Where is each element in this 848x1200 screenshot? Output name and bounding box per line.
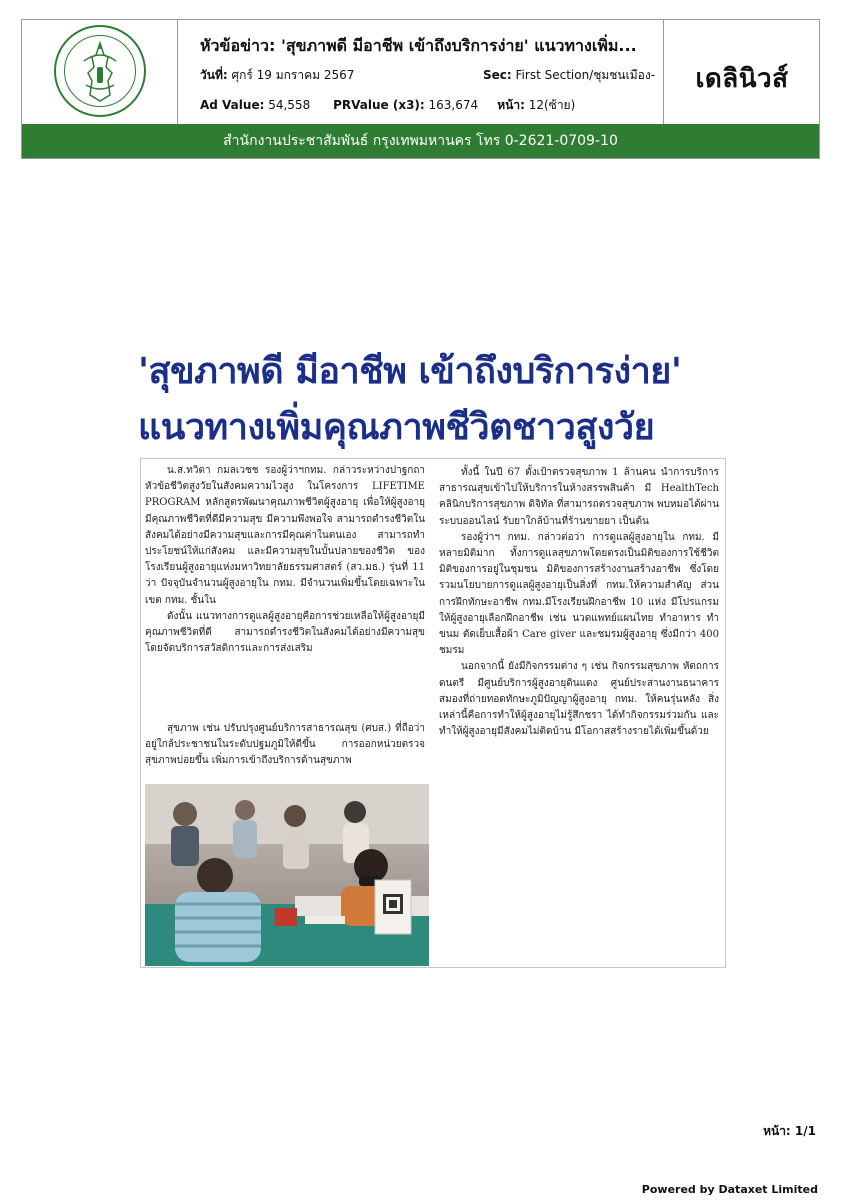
article-title-line2: แนวทางเพิ่มคุณภาพชีวิตชาวสูงวัย (138, 407, 655, 448)
left-paragraph-2: ดังนั้น แนวทางการดูแลผู้สูงอายุคือการช่วยเหลือให้ผู้สูงอายุมีคุณภาพชีวิตที่ดี สามารถดำรงชีวิตในสังคมได้อย่างมีความสุข โดยจัดบริการสวัสดิการและการส่งเสริม (145, 610, 425, 655)
article-title-line1: 'สุขภาพดี มีอาชีพ เข้าถึงบริการง่าย' (138, 351, 682, 392)
value-row (200, 96, 575, 115)
date-row (200, 66, 354, 85)
headline-row (200, 34, 637, 59)
left-paragraph-1: น.ส.ทวิดา กมลเวชช รองผู้ว่าฯกทม. กล่าวระหว่างปาฐกถา หัวข้อชีวิตสูงวัยในสังคมความไวสูง ในโครงการ LIFETIME PROGRAM หลักสูตรพัฒนาคุณภาพชีวิตผู้สูงอายุ เพื่อให้ผู้สูงอายุมีคุณภาพชีวิตที่ดีมีความสุข มีความพึงพอใจ สามารถดำรงชีวิตในสังคมได้อย่างมีความสุขและการมีคุณค่าในตนเอง สามารถทำประโยชน์ให้แก่สังคม และมีความสุขในบั้นปลายของชีวิต ของโรงเรียนผู้สูงอายุแห่งมหาวิทยาลัยธรรมศาสตร์ (สว.มธ.) รุ่นที่ 11 ว่า ปัจจุบันจำนวนผู้สูงอายุใน กทม. มีจำนวนเพิ่มขึ้นโดยเฉพาะในเขต กทม. ชั้นใน (145, 465, 425, 606)
ad-value: 54,558 (268, 98, 311, 112)
right-column (439, 465, 719, 740)
powered-by: Powered by Dataxet Limited (641, 1183, 818, 1196)
right-paragraph-2: รองผู้ว่าฯ กทม. กล่าวต่อว่า การดูแลผู้สูงอายุใน กทม. มีหลายมิติมาก ทั้งการดูแลสุขภาพโดยตรงเป็นมิติของการใช้ชีวิต มิติของการอยู่ในชุมชน มิติของการสร้างงานสร้างอาชีพ ซึ่งโดยรวมนโยบายการดูแลผู้สูงอายุเป็นสิ่งที่ กทม.ให้ความสำคัญ ส่วนการฝึกทักษะอาชีพ กทม.มีโรงเรียนฝึกอาชีพ 10 แห่ง มีโปรแกรมให้ผู้สูงอายุเลือกฝึกอาชีพ เช่น นวดแพทย์แผนไทย ทำอาหาร ทำขนม ตัดเย็บเสื้อผ้า Care giver และชมรมผู้สูงอายุ ซึ่งมีกว่า 400 ชมรม (439, 531, 719, 657)
clipping-info (178, 20, 662, 124)
article-headline (138, 350, 738, 450)
health-check-photo-image (145, 784, 429, 966)
page-value: 12(ซ้าย) (528, 98, 576, 112)
logo-cell (22, 20, 178, 124)
ad-value-label: Ad Value: (200, 98, 265, 112)
seal-emblem-icon (56, 27, 144, 115)
right-paragraph-3: นอกจากนี้ ยังมีกิจกรรมต่าง ๆ เช่น กิจกรรมสุขภาพ หัตถการ ดนตรี มีศูนย์บริการผู้สูงอายุดินแดง ศูนย์ประสานงานธนาคารสมองที่ถ่ายทอดทักษะภูมิปัญญาผู้สูงอายุ กทม. ให้คนรุ่นหลัง สิ่งเหล่านี้คือการทำให้ผู้สูงอายุไม่รู้สึกชรา ได้ทำกิจกรรมร่วมกัน และทำให้ผู้สูงอายุมีสังคมไม่ติดบ้าน มีโอกาสสร้างรายได้เพิ่มขึ้นด้วย (439, 661, 719, 738)
left-paragraph-continued: สุขภาพ เช่น ปรับปรุงศูนย์บริการสาธารณสุข (ศบส.) ที่ถือว่าอยู่ใกล้ประชาชนในระดับปฐมภูมิให้ดีขึ้น การออกหน่วยตรวจสุขภาพบ่อยขึ้น เพิ่มการเข้าถึงบริการด้านสุขภาพ (145, 723, 425, 767)
left-column-continued (145, 721, 425, 770)
article-photo (145, 784, 429, 966)
brand-cell (663, 20, 820, 124)
pr-value: 163,674 (428, 98, 479, 112)
pr-value-label: PRValue (x3): (333, 98, 425, 112)
bma-seal-logo (54, 25, 146, 117)
clipping-header (21, 19, 820, 159)
newspaper-brand: เดลินิวส์ (695, 64, 789, 94)
article-body (140, 458, 726, 968)
section-value: First Section/ชุมชนเมือง- (515, 68, 656, 82)
headline-label: หัวข้อข่าว: (200, 36, 276, 55)
date-label: วันที่: (200, 68, 228, 82)
section-row (483, 66, 655, 85)
page-label: หน้า: (497, 98, 525, 112)
date-value: ศุกร์ 19 มกราคม 2567 (231, 68, 355, 82)
headline-value: 'สุขภาพดี มีอาชีพ เข้าถึงบริการง่าย' แนวทางเพิ่ม... (280, 36, 637, 55)
right-paragraph-1: ทั้งนี้ ในปี 67 ตั้งเป้าตรวจสุขภาพ 1 ล้านคน นำการบริการสาธารณสุขเข้าไปให้บริการในห้างสรรพสินค้า มี HealthTech คลินิกบริการสุขภาพ ดิจิทัล ที่สามารถตรวจสุขภาพ พบหมอได้ผ่านระบบออนไลน์ รับยาใกล้บ้านที่ร้านขายยา เป็นต้น (439, 467, 719, 527)
page-indicator: หน้า: 1/1 (763, 1124, 816, 1138)
office-bar: สำนักงานประชาสัมพันธ์ กรุงเทพมหานคร โทร 0-2621-0709-10 (22, 124, 819, 158)
left-column (145, 463, 425, 657)
section-label: Sec: (483, 68, 512, 82)
